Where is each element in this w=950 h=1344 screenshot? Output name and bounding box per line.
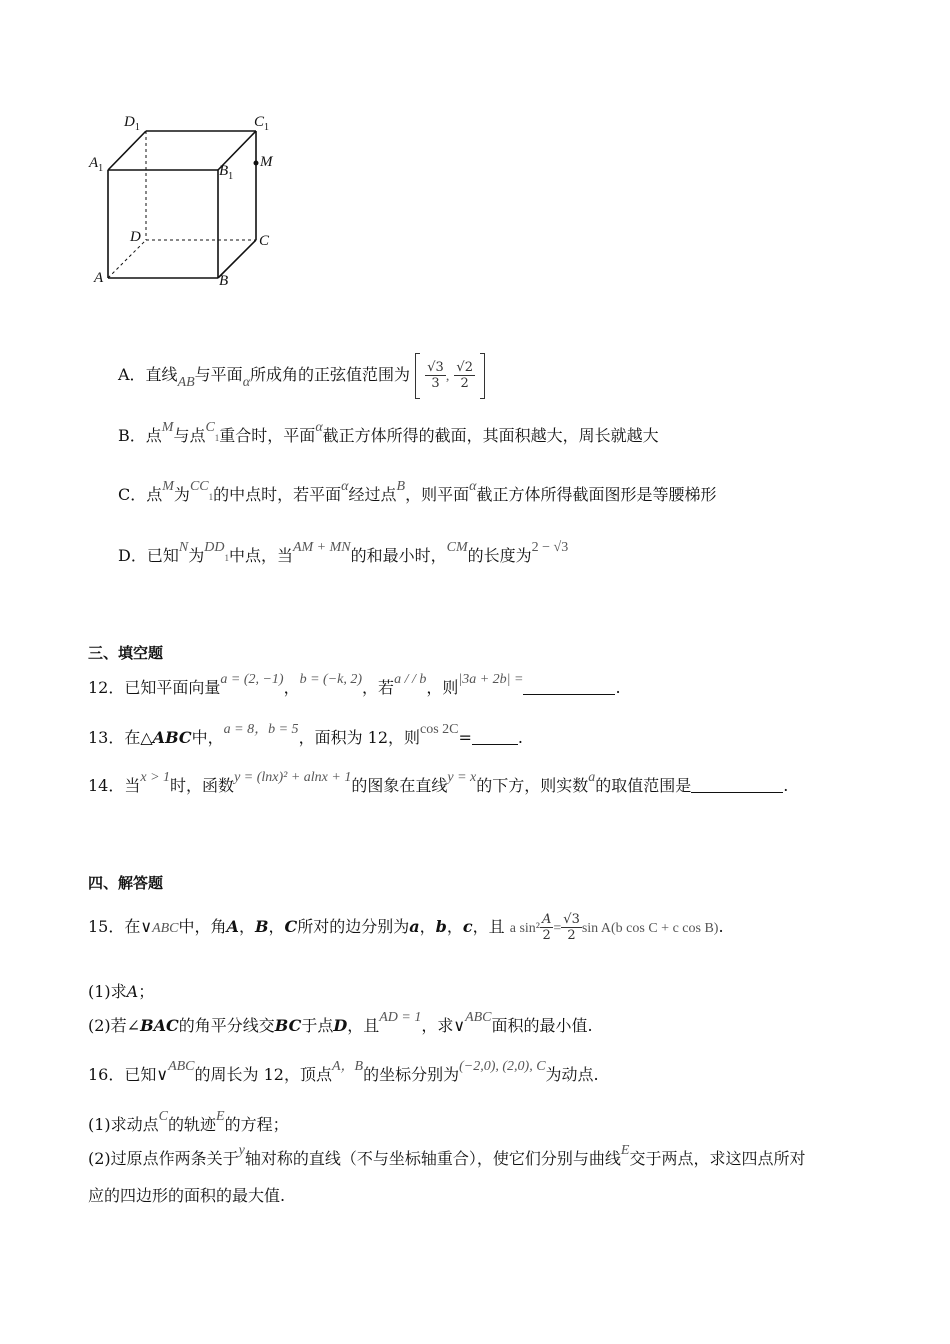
question-14: 14．当x > 1时，函数y = (lnx)² + alnx + 1的图象在直线y = x的下方，则实数a的取值范围是 . [88, 770, 789, 795]
question-13: 13．在△ABC中，a = 8，b = 5，面积为 12，则cos 2C= . [88, 722, 524, 747]
label-b1: $B_1$ [219, 163, 234, 182]
cube-figure [86, 110, 286, 295]
question-16: 16．已知∨ABC的周长为 12，顶点A，B的坐标分别为(−2,0), (2,0), C为动点. [88, 1059, 599, 1084]
point-m [254, 161, 259, 166]
label-c1: $C_1$ [254, 114, 270, 133]
label-d1: $D_1$ [124, 114, 140, 133]
label-a: A [94, 270, 104, 286]
answer-blank[interactable] [691, 776, 783, 793]
option-d: D．已知N为$DD_1$中点，当AM + MN的和最小时，CM的长度为2 − √3 [118, 540, 569, 565]
label-a1: $A_1$ [89, 155, 104, 174]
section-answer-title: 四、解答题 [88, 874, 164, 892]
question-15-part-2: (2)若∠BAC的角平分线交BC于点D，且AD = 1，求∨ABC面积的最小值. [88, 1010, 593, 1035]
question-15-part-1: (1)求A； [88, 982, 155, 1001]
question-16-part-2-cont: 应的四边形的面积的最大值. [88, 1186, 286, 1205]
question-16-part-1: (1)求动点C的轨迹E的方程； [88, 1109, 289, 1134]
question-15: 15．在∨ABC中，角A，B，C所对的边分别为a，b，c，且 a sin² $\frac{A}{2}$ = $\frac{√3}{2}$ sin A(b cos C + c cos B). [88, 912, 724, 943]
section-fill-in-title: 三、填空题 [88, 644, 164, 662]
right-bracket [480, 353, 485, 399]
option-b: B．点M与点$C_1$重合时，平面α截正方体所得的截面，其面积越大，周长就越大 [118, 420, 659, 445]
option-a: A．直线AB与平面α所成角的正弦值范围为 $\frac{√3}{3}$ , $\frac{√2}{2}$ [118, 350, 485, 400]
question-12: 12．已知平面向量a = (2, −1)，b = (−k, 2)，若a / / b，则|3a + 2b| = . [88, 672, 621, 697]
answer-blank[interactable] [472, 728, 518, 745]
answer-blank[interactable] [523, 678, 615, 695]
option-c: C．点M为$CC_1$的中点时，若平面α经过点B，则平面α截正方体所得截面图形是等腰梯形 [118, 479, 717, 504]
label-c: C [259, 233, 270, 249]
label-d: D [130, 229, 141, 245]
left-bracket [415, 353, 420, 399]
question-16-part-2: (2)过原点作两条关于y轴对称的直线（不与坐标轴重合），使它们分别与曲线E交于两点，求这四点所对 [88, 1143, 806, 1168]
label-m: M [260, 154, 273, 170]
label-b: B [219, 273, 229, 289]
